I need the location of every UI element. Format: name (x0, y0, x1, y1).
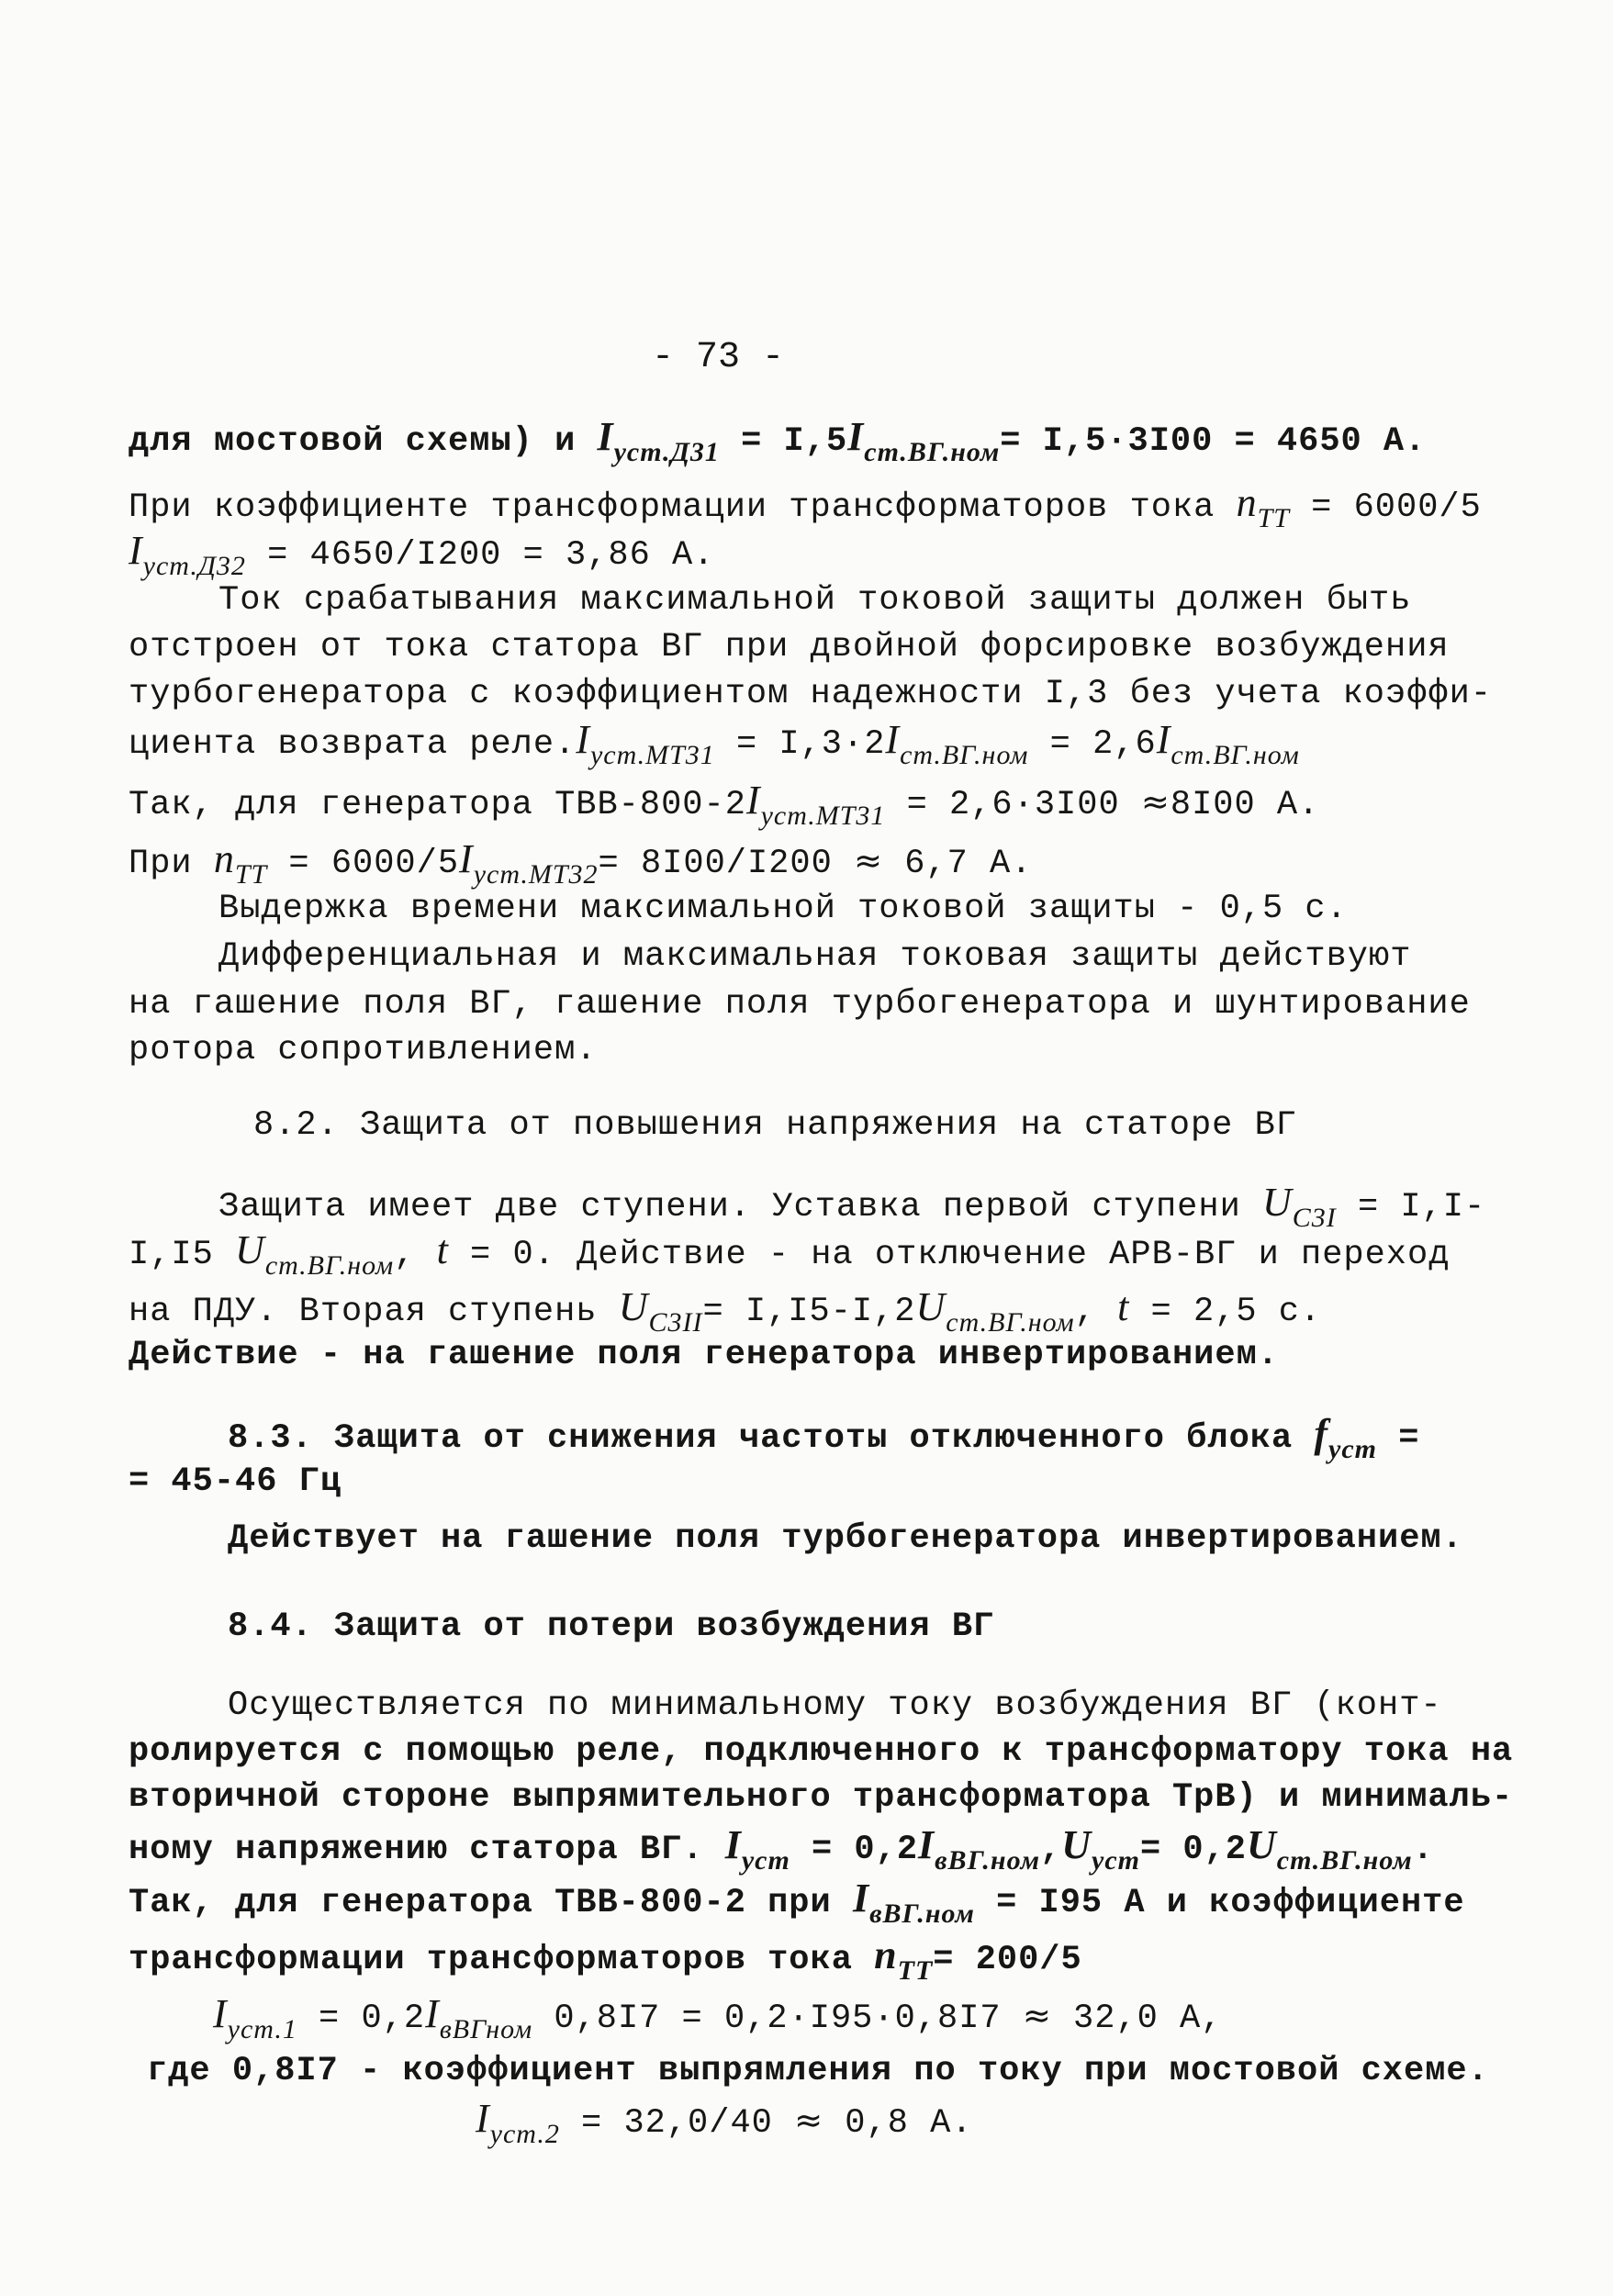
text-line: отстроен от тока статора ВГ при двойной форсировке возбуждения (129, 628, 1450, 666)
approx-sign: ≈ (1022, 1996, 1052, 2035)
math-symbol: I (597, 414, 614, 459)
text-line: Выдержка времени максимальной токовой защиты - 0,5 с. (218, 890, 1348, 928)
text-line: Дифференциальная и максимальная токовая защиты действуют (218, 937, 1412, 976)
subscript: ст.ВГ.ном (1276, 1845, 1413, 1876)
subscript: уст.2 (489, 2119, 560, 2149)
text: = 4650/I200 = 3,86 А. (245, 536, 715, 575)
subscript: уст.1 (227, 2014, 297, 2044)
text: = 0,2 (790, 1831, 919, 1869)
math-symbol: I (213, 1991, 228, 2036)
text: = 2,6 (1028, 725, 1157, 764)
text: I,I5 (129, 1236, 236, 1274)
text: = I,3·2 (714, 725, 886, 764)
math-symbol: I (129, 528, 143, 573)
text: ному напряжению статора ВГ. (129, 1831, 725, 1869)
text: = 8I00/I200 (598, 845, 854, 883)
text: , (1074, 1293, 1118, 1331)
text-line: Осуществляется по минимальному току возбуждения ВГ (конт- (228, 1686, 1442, 1725)
subscript: уст.Д31 (613, 437, 720, 467)
math-symbol: U (1261, 1180, 1293, 1225)
text: 0,8 А. (823, 2104, 973, 2143)
text: 32,0 А, (1051, 1999, 1223, 2038)
math-symbol: I (745, 778, 761, 823)
subscript: ТТ (897, 1955, 934, 1986)
text: трансформации трансформаторов тока (129, 1941, 875, 1979)
subscript: ст.ВГ.ном (864, 437, 1001, 467)
text-line: Действует на гашение поля турбогенератора инвертированием. (228, 1519, 1463, 1558)
text-line: = 45-46 Гц (129, 1462, 342, 1501)
math-symbol: t (1117, 1284, 1130, 1329)
subscript: ст.ВГ.ном (900, 740, 1029, 770)
text: Так, для генератора ТВВ-800-2 (129, 786, 746, 824)
text: = I95 А и коэффициенте (974, 1884, 1465, 1922)
subscript: уст (1328, 1434, 1378, 1464)
text: для мостовой схемы) и (129, 422, 598, 461)
math-symbol: I (885, 717, 901, 762)
text: = 0. Действие - на отключение АРВ-ВГ и переход (448, 1236, 1451, 1274)
math-symbol: I (476, 2096, 490, 2141)
text-line: вторичной стороне выпрямительного трансформатора ТрВ) и минималь- (129, 1778, 1514, 1817)
text: = 200/5 (933, 1941, 1082, 1979)
page-number: - 73 - (652, 337, 785, 378)
subscript: уст.Д32 (142, 551, 246, 581)
text-line (129, 717, 1300, 770)
math-symbol: I (724, 1822, 742, 1867)
text-line: ролируется с помощью реле, подключенного к трансформатору тока на (129, 1732, 1514, 1771)
text-line (129, 778, 1320, 831)
subscript: ст.ВГ.ном (946, 1307, 1075, 1338)
subscript: С3I (1292, 1203, 1337, 1233)
text: , (1040, 1831, 1062, 1869)
math-symbol: I (459, 836, 474, 881)
text-line (129, 1876, 1465, 1929)
text: = 0,2 (1139, 1831, 1247, 1869)
text-line (476, 2096, 973, 2149)
text: = I,I- (1336, 1188, 1486, 1226)
text-line: турбогенератора с коэффициентом надежности I,3 без учета коэффи- (129, 675, 1493, 713)
math-symbol: n (213, 836, 235, 881)
math-symbol: U (618, 1284, 649, 1329)
math-symbol: t (436, 1227, 449, 1272)
text: на ПДУ. Вторая ступень (129, 1293, 619, 1331)
math-symbol: I (425, 1991, 440, 2036)
text: = (1377, 1419, 1420, 1458)
text: 8I00 А. (1170, 786, 1320, 824)
text-line (213, 1991, 1223, 2044)
math-symbol: n (1236, 480, 1258, 525)
text: = I,I5-I,2 (702, 1293, 916, 1331)
math-symbol: I (847, 414, 865, 459)
math-symbol: U (1061, 1822, 1092, 1867)
text: = 32,0/40 (559, 2104, 795, 2143)
text-line: Действие - на гашение поля генератора инвертированием. (129, 1336, 1279, 1374)
subscript: ТТ (234, 859, 268, 890)
text-line (218, 1180, 1486, 1233)
text-line: на гашение поля ВГ, гашение поля турбогенератора и шунтирование (129, 985, 1471, 1024)
math-symbol: n (874, 1932, 898, 1977)
math-symbol: I (852, 1876, 870, 1921)
math-symbol: U (1247, 1822, 1277, 1867)
text-line (129, 1284, 1322, 1338)
text: = 6000/5 (1289, 488, 1482, 527)
math-symbol: I (1156, 717, 1171, 762)
subscript: ст.ВГ.ном (264, 1250, 395, 1281)
text: 8.3. Защита от снижения частоты отключенного блока (228, 1419, 1315, 1458)
section-heading: 8.2. Защита от повышения напряжения на статоре ВГ (253, 1106, 1297, 1145)
approx-sign: ≈ (1140, 782, 1171, 822)
text-line (129, 528, 715, 581)
text-line (129, 836, 1033, 890)
subscript: уст (741, 1845, 790, 1876)
section-heading (228, 1411, 1420, 1464)
math-symbol: U (915, 1284, 947, 1329)
math-symbol: U (235, 1227, 265, 1272)
subscript: уст.МТ31 (760, 801, 886, 831)
text-line: где 0,8I7 - коэффициент выпрямления по току при мостовой схеме. (147, 2052, 1489, 2090)
section-heading: 8.4. Защита от потери возбуждения ВГ (228, 1607, 995, 1646)
text-line: Ток срабатывания максимальной токовой защиты должен быть (218, 581, 1412, 620)
subscript: ст.ВГ.ном (1171, 740, 1300, 770)
text-line (129, 1227, 1451, 1281)
text: = 2,5 с. (1129, 1293, 1322, 1331)
text-line (129, 1822, 1434, 1876)
subscript: ТТ (1257, 503, 1290, 533)
text: = I,5 (719, 422, 848, 461)
text: = 0,2 (297, 1999, 426, 2038)
text-line (129, 480, 1482, 533)
text-line (129, 414, 1427, 467)
text: 6,7 А. (883, 845, 1033, 883)
text: При коэффициенте трансформации трансформаторов тока (129, 488, 1237, 527)
text: При (129, 845, 214, 883)
text: циента возврата реле. (129, 725, 577, 764)
subscript: С3II (648, 1307, 703, 1338)
approx-sign: ≈ (794, 2100, 824, 2140)
text-line: ротора сопротивлением. (129, 1031, 598, 1070)
subscript: вВГном (439, 2014, 533, 2044)
subscript: уст.МТ32 (473, 859, 599, 890)
text: Защита имеет две ступени. Уставка первой ступени (218, 1188, 1262, 1226)
subscript: вВГ.ном (935, 1845, 1040, 1876)
text: = 6000/5 (267, 845, 460, 883)
subscript: вВГ.ном (869, 1898, 975, 1929)
text: = 2,6·3I00 (885, 786, 1141, 824)
math-symbol: f (1314, 1411, 1329, 1456)
math-symbol: I (918, 1822, 935, 1867)
subscript: уст.МТ31 (589, 740, 715, 770)
text: Так, для генератора ТВВ-800-2 при (129, 1884, 853, 1922)
text: . (1412, 1831, 1434, 1869)
text: = I,5·3I00 = 4650 А. (1000, 422, 1427, 461)
math-symbol: I (576, 717, 590, 762)
text-line (129, 1932, 1082, 1986)
text: 0,8I7 = 0,2·I95·0,8I7 (532, 1999, 1023, 2038)
approx-sign: ≈ (854, 841, 884, 880)
text: , (394, 1236, 437, 1274)
subscript: уст (1092, 1845, 1140, 1876)
